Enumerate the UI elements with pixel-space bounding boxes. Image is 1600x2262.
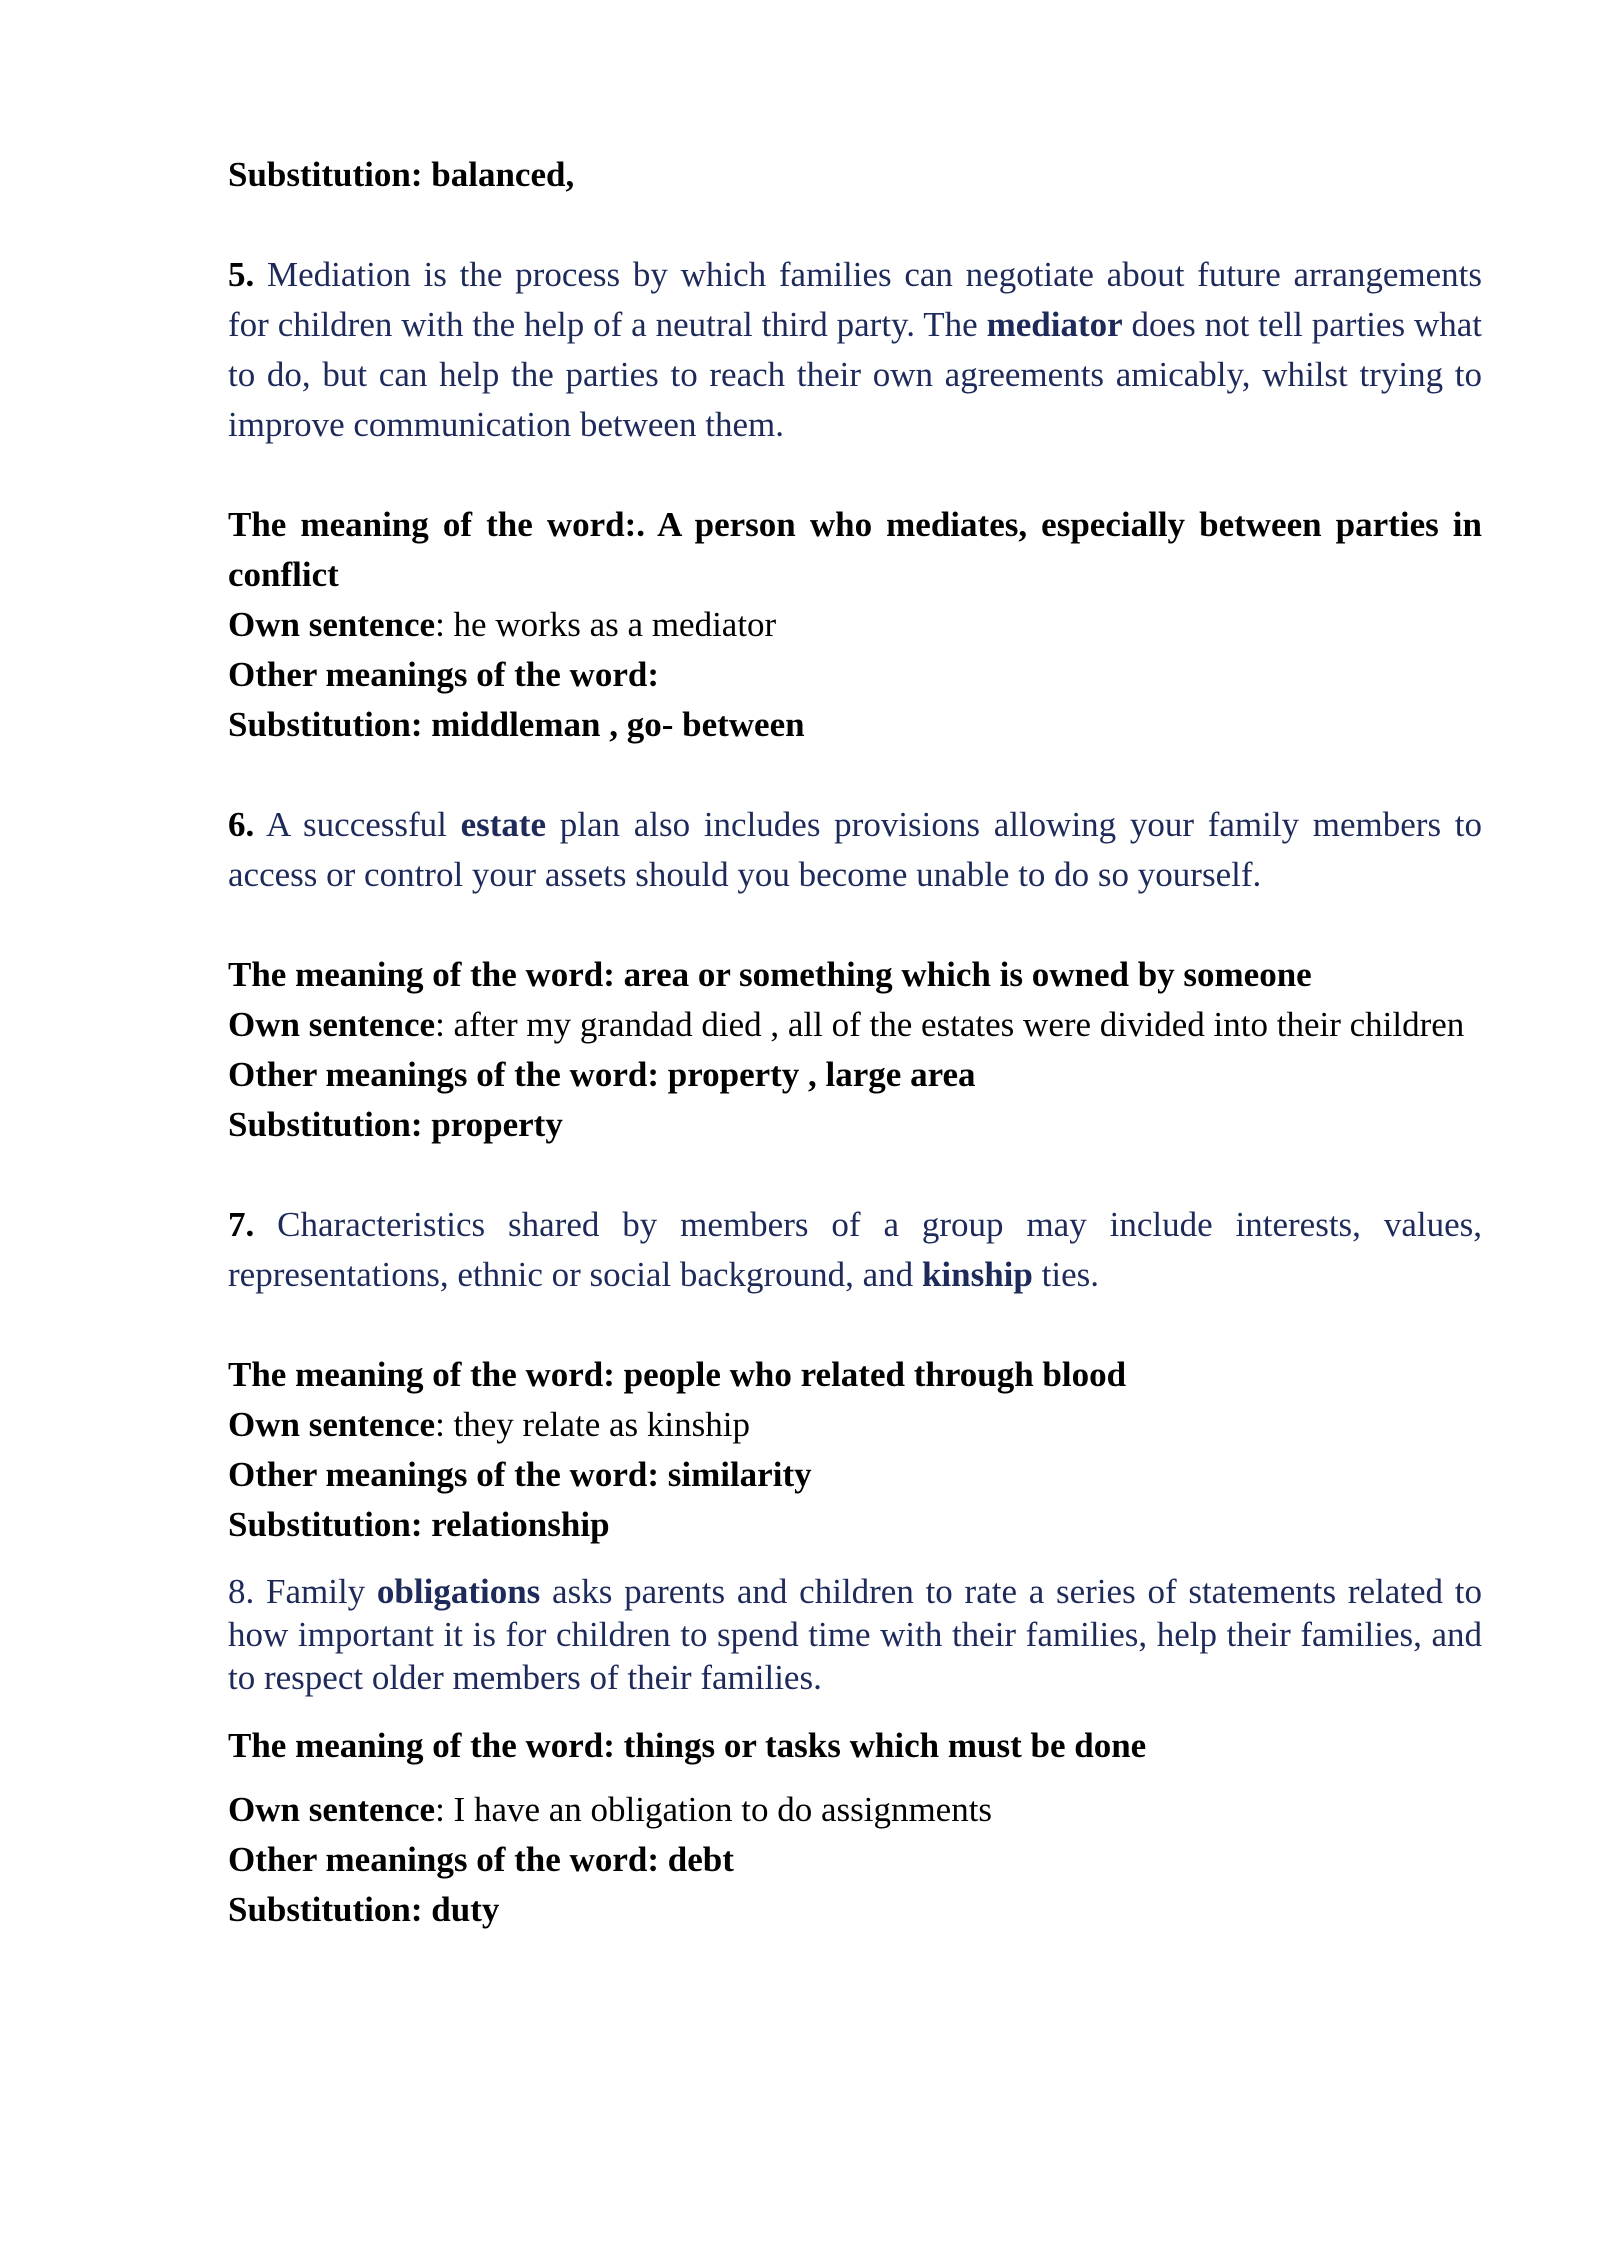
item7-own-sentence [228, 1400, 1482, 1450]
item6-own-label: Own sentence [228, 1005, 436, 1044]
item5-example-sentence [228, 250, 1482, 450]
item7-meaning: The meaning of the word: people who related through blood [228, 1355, 1127, 1394]
item7-other-meanings: Other meanings of the word: similarity [228, 1455, 812, 1494]
item5-substitution: Substitution: middleman , go- between [228, 705, 805, 744]
item6-own-text: : after my grandad died , all of the estates were divided into their children [435, 1005, 1465, 1044]
item7-own-label: Own sentence [228, 1405, 436, 1444]
item5-text-after: does not tell parties what to do, but can help the parties to reach their own agreements amicably, whilst trying to improve communication between them. [228, 305, 1482, 444]
item6-own-sentence [228, 1000, 1482, 1050]
item7-text-after: ties. [1032, 1255, 1099, 1294]
item6-number: 6. [228, 805, 255, 844]
item8-text-after: asks parents and children to rate a series of statements related to how important it is for children to spend time with their families, help their families, and to respect older members of their families. [228, 1572, 1482, 1697]
item5-text-before: Mediation is the process by which families can negotiate about future arrangements for children with the help of a neutral third party. The [228, 255, 1482, 344]
item6-keyword: estate [460, 805, 547, 844]
item7-text-before: Characteristics shared by members of a group may include interests, values, representations, ethnic or social background, and [228, 1205, 1482, 1294]
item8-other-meanings: Other meanings of the word: debt [228, 1840, 734, 1879]
item8-own-text: : I have an obligation to do assignments [435, 1790, 993, 1829]
item5-meaning: The meaning of the word:. A person who mediates, especially between parties in conflict [228, 505, 1482, 594]
item7-number: 7. [228, 1205, 255, 1244]
item8-own-sentence [228, 1785, 1482, 1835]
substitution-balanced: Substitution: balanced, [228, 155, 575, 194]
item5-own-text: : he works as a mediator [435, 605, 777, 644]
item6-example-sentence [228, 800, 1482, 900]
item8-example-sentence [228, 1570, 1482, 1699]
item5-other-meanings: Other meanings of the word: [228, 655, 659, 694]
item8-keyword: obligations [376, 1572, 541, 1611]
item7-example-sentence [228, 1200, 1482, 1300]
item8-substitution: Substitution: duty [228, 1890, 500, 1929]
item8-number: 8. Family [228, 1572, 377, 1611]
item8-own-label: Own sentence [228, 1790, 436, 1829]
item5-own-sentence [228, 600, 1482, 650]
item6-other-meanings: Other meanings of the word: property , large area [228, 1055, 976, 1094]
item6-text-after: plan also includes provisions allowing your family members to access or control your assets should you become unable to do so yourself. [228, 805, 1482, 894]
item5-own-label: Own sentence [228, 605, 436, 644]
item7-own-text: : they relate as kinship [435, 1405, 750, 1444]
item6-meaning: The meaning of the word: area or something which is owned by someone [228, 955, 1312, 994]
item6-substitution: Substitution: property [228, 1105, 563, 1144]
item7-substitution: Substitution: relationship [228, 1505, 610, 1544]
item7-keyword: kinship [921, 1255, 1033, 1294]
item5-keyword: mediator [986, 305, 1123, 344]
item6-text-before: A successful [254, 805, 461, 844]
item5-number: 5. [228, 255, 255, 294]
item8-meaning: The meaning of the word: things or tasks which must be done [228, 1726, 1147, 1765]
